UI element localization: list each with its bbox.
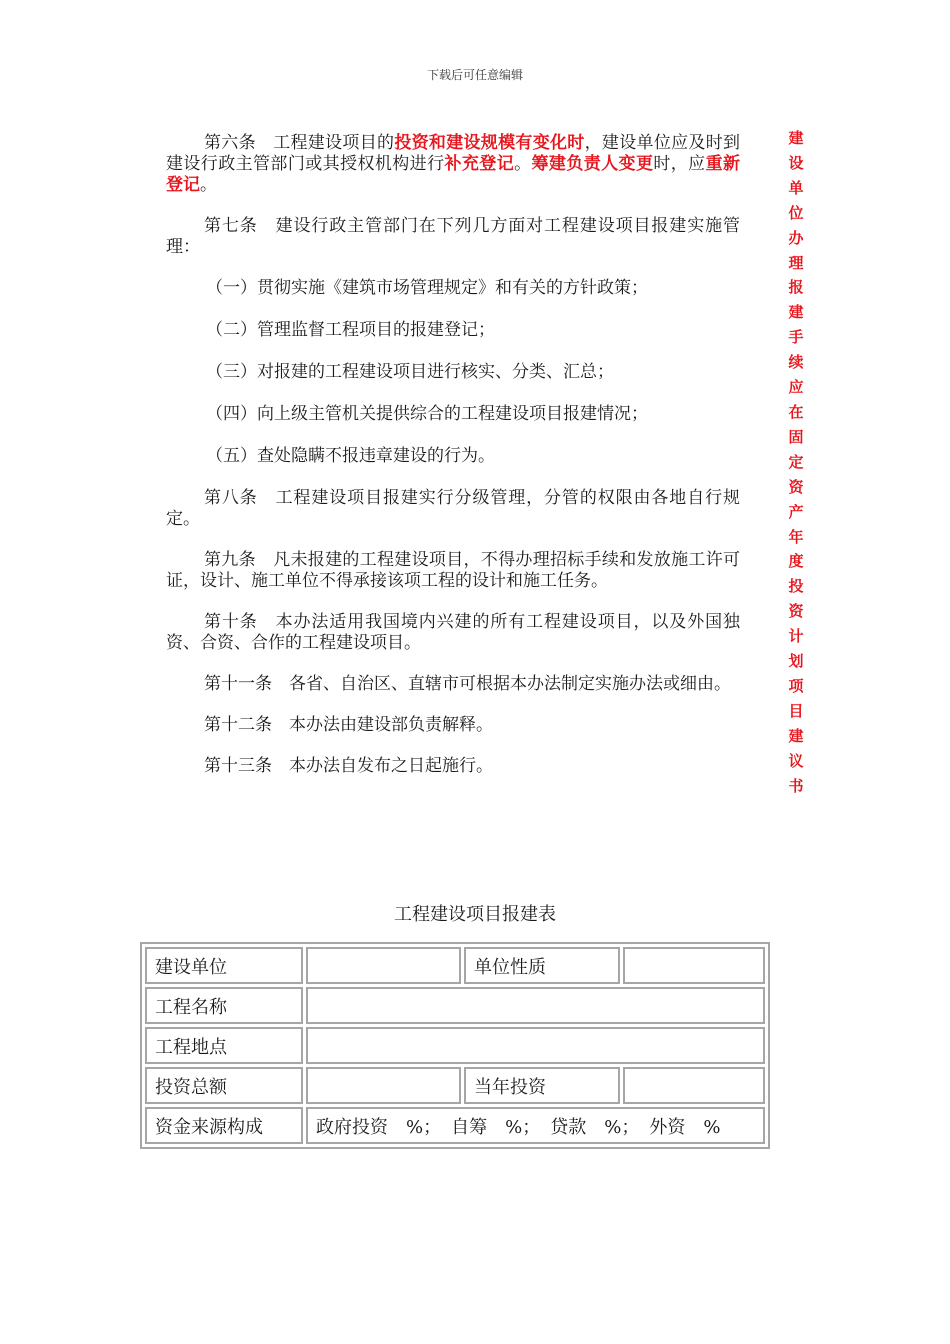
article-11: 第十一条 各省、自治区、直辖市可根据本办法制定实施办法或细由。: [204, 674, 731, 694]
sidebar-char: 办: [788, 228, 804, 247]
table-row: [145, 947, 765, 984]
table-row: [145, 987, 765, 1024]
article-7-item-4: （四）向上级主管机关提供综合的工程建设项目报建情况；: [206, 404, 648, 424]
article-6-highlight-4: 重新登记: [166, 154, 740, 195]
article-6-text-1: 第六条 工程建设项目的: [204, 133, 395, 153]
sidebar-char: 产: [788, 502, 804, 521]
sidebar-char: 理: [788, 253, 804, 272]
page-header: 下载后可任意编辑: [426, 68, 523, 82]
vertical-sidebar-note: [786, 126, 806, 798]
article-9: 第九条 凡未报建的工程建设项目，不得办理招标手续和发放施工许可证，设计、施工单位不得承接该项工程的设计和施工任务。: [166, 550, 740, 591]
article-13: 第十三条 本办法自发布之日起施行。: [204, 756, 493, 776]
article-6-highlight-3: 筹建负责人变更: [531, 154, 654, 174]
sidebar-char: 项: [788, 676, 804, 695]
value-total-investment[interactable]: [306, 1067, 461, 1104]
label-project-name: 工程名称: [145, 987, 303, 1024]
source-self-raised: 自筹 %；: [451, 1116, 541, 1138]
table-row: [145, 1107, 765, 1144]
sidebar-char: 年: [788, 527, 804, 546]
label-unit: 建设单位: [145, 947, 303, 984]
article-8: 第八条 工程建设项目报建实行分级管理，分管的权限由各地自行规定。: [166, 488, 740, 529]
sidebar-char: 计: [788, 627, 804, 646]
article-10: 第十条 本办法适用我国境内兴建的所有工程建设项目，以及外国独资、合资、合作的工程建设项目。: [166, 612, 740, 653]
project-registration-table: [140, 942, 770, 1149]
label-funding-sources: 资金来源构成: [145, 1107, 303, 1144]
sidebar-char: 固: [788, 427, 804, 446]
article-7-item-5: （五）查处隐瞒不报违章建设的行为。: [206, 446, 495, 466]
label-unit-nature: 单位性质: [464, 947, 620, 984]
label-current-year-investment: 当年投资: [464, 1067, 620, 1104]
sidebar-char: 位: [788, 203, 804, 222]
article-6: [166, 133, 740, 196]
article-6-text-3: 。: [514, 154, 532, 174]
sidebar-char: 应: [788, 378, 804, 397]
sidebar-char: 度: [788, 552, 804, 571]
value-project-name[interactable]: [306, 987, 765, 1024]
table-title: 工程建设项目报建表: [394, 904, 556, 925]
sidebar-char: 资: [788, 477, 804, 496]
sidebar-char: 设: [788, 153, 804, 172]
value-project-location[interactable]: [306, 1027, 765, 1064]
sidebar-char: 建: [788, 303, 804, 322]
source-foreign: 外资 %: [649, 1116, 721, 1138]
sidebar-char: 划: [788, 652, 804, 671]
article-6-text-2: ，建设单位应及时到建设行政主管部门或其授权机构进行: [166, 133, 741, 174]
sidebar-char: 定: [788, 452, 804, 471]
value-current-year-investment[interactable]: [623, 1067, 765, 1104]
article-7-item-2: （二）管理监督工程项目的报建登记；: [206, 320, 495, 340]
sidebar-char: 议: [788, 751, 804, 770]
sidebar-char: 报: [788, 278, 804, 297]
sidebar-char: 单: [788, 178, 804, 197]
sidebar-char: 建: [788, 129, 804, 147]
sidebar-char: 在: [788, 402, 804, 421]
label-total-investment: 投资总额: [145, 1067, 303, 1104]
label-project-location: 工程地点: [145, 1027, 303, 1064]
value-unit[interactable]: [306, 947, 461, 984]
sidebar-char: 投: [788, 577, 804, 596]
source-loan: 贷款 %；: [550, 1116, 640, 1138]
article-6-highlight-1: 投资和建设规模有变化时: [394, 133, 585, 153]
sidebar-char: 书: [788, 776, 804, 795]
article-7-item-3: （三）对报建的工程建设项目进行核实、分类、汇总；: [206, 362, 614, 382]
article-7-item-1: （一）贯彻实施《建筑市场管理规定》和有关的方针政策；: [206, 278, 648, 298]
table-row: [145, 1067, 765, 1104]
article-6-text-5: 。: [200, 175, 217, 195]
table-row: [145, 1027, 765, 1064]
sidebar-char: 建: [788, 726, 804, 745]
article-12: 第十二条 本办法由建设部负责解释。: [204, 715, 493, 735]
document-body: [166, 133, 740, 797]
article-7: 第七条 建设行政主管部门在下列几方面对工程建设项目报建实施管理：: [166, 216, 740, 257]
value-funding-sources[interactable]: [306, 1107, 765, 1144]
value-unit-nature[interactable]: [623, 947, 765, 984]
sidebar-char: 手: [788, 328, 804, 347]
sidebar-char: 续: [788, 353, 804, 372]
source-government: 政府投资 %；: [316, 1116, 442, 1138]
article-6-highlight-2: 补充登记: [444, 154, 515, 174]
article-6-text-4: 时，应: [653, 154, 706, 174]
sidebar-char: 资: [788, 602, 804, 621]
sidebar-char: 目: [788, 701, 804, 720]
